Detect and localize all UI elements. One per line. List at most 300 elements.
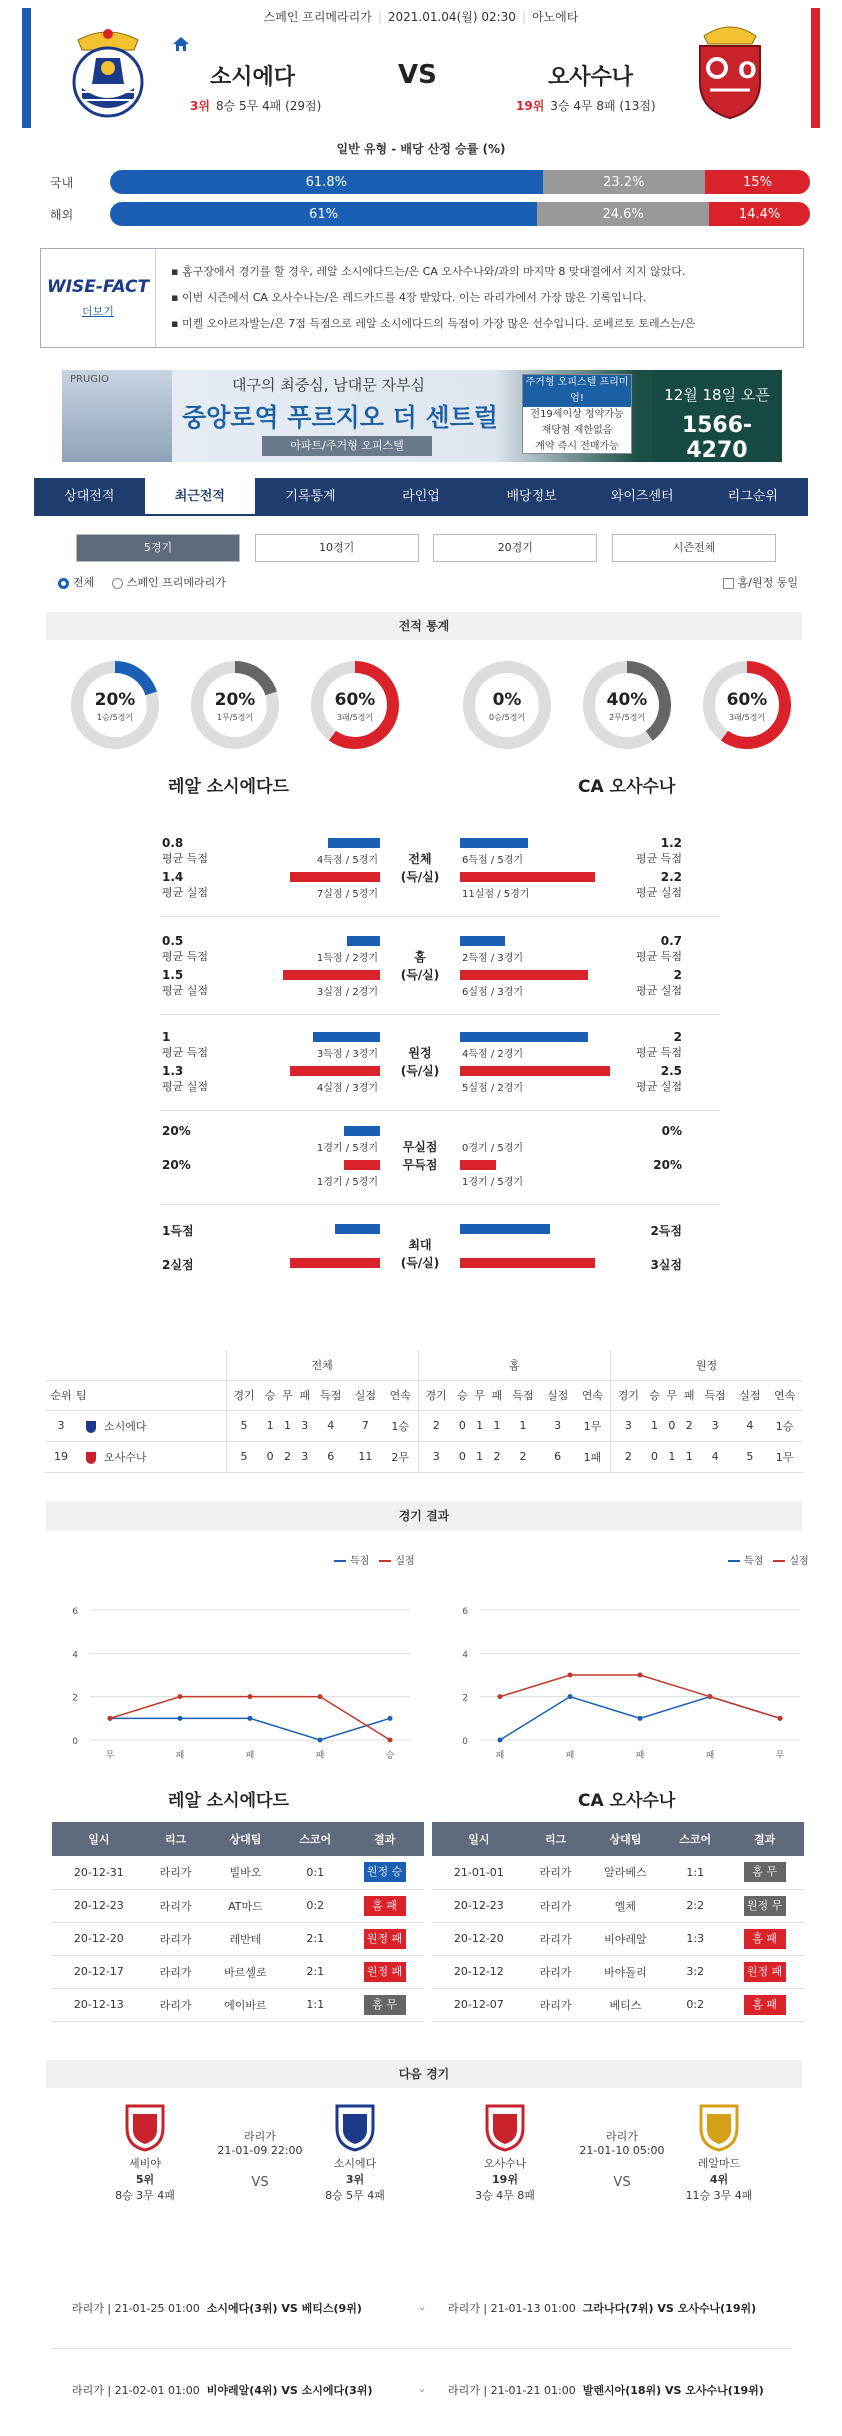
prob-loss: 14.4%: [709, 202, 810, 226]
chart-legend-left: 득점 실점: [330, 1552, 415, 1567]
right-bar: [460, 838, 528, 848]
left-bar-caption: 1득점 / 2경기: [316, 953, 378, 964]
comparison-label-top: 무실점: [402, 1140, 438, 1154]
result-cell: 0:2: [665, 1988, 725, 2021]
stat-cell: 2: [488, 1441, 505, 1472]
group-home: 홈: [418, 1350, 610, 1380]
right-team-results-title: CA 오사수나: [578, 1791, 676, 1811]
section-title-next: 다음 경기: [46, 2060, 802, 2088]
prob-bar: [110, 202, 810, 226]
result-cell: 1:1: [665, 1856, 725, 1889]
result-badge-cell: [725, 1922, 804, 1955]
divider: [160, 916, 720, 917]
next-match-info: [190, 2128, 330, 2190]
result-cell: 레반테: [206, 1922, 286, 1955]
data-point: [778, 1716, 783, 1721]
col-header: 득점: [313, 1380, 348, 1410]
wise-fact-item: ▪ 미켈 오야르자발는/은 7점 득점으로 레알 소시에다드의 득점이 가장 많은 선수입니다. 로베르토 토레스는/은: [171, 317, 696, 330]
donut-chart: [582, 660, 672, 750]
result-cell: 라리가: [526, 1856, 586, 1889]
group-overall: 전체: [226, 1350, 418, 1380]
section-title-results: 경기 결과: [46, 1502, 802, 1530]
donut-chart: [310, 660, 400, 750]
left-value: 1.5: [162, 968, 184, 982]
left-value: 0.5: [162, 934, 184, 948]
data-point: [108, 1716, 113, 1721]
team-cell[interactable]: [76, 1441, 226, 1472]
section-tabs: [34, 478, 808, 516]
results-header-cell: 결과: [345, 1822, 424, 1856]
result-cell: 21-01-01: [432, 1856, 526, 1889]
stat-cell: 0: [454, 1410, 471, 1441]
right-label: 평균 득점: [635, 1046, 682, 1059]
stat-cell: 11: [348, 1441, 383, 1472]
wise-fact-title: WISE-FACT: [46, 277, 150, 297]
stat-cell: 1: [471, 1410, 488, 1441]
next-match-info: [550, 2128, 694, 2190]
tab-head-to-head[interactable]: 상대전적: [64, 489, 115, 504]
wise-fact-item: ▪ 홈구장에서 경기를 할 경우, 레알 소시에다드는/은 CA 오사수나와/과의 마지막 8 맞대결에서 지지 않았다.: [171, 265, 686, 278]
data-point: [178, 1694, 183, 1699]
left-value: 1: [162, 1030, 171, 1044]
x-tick-label: 무: [775, 1751, 785, 1761]
prob-row-overseas: [50, 202, 810, 226]
data-point: [638, 1673, 643, 1678]
donut-caption: 1승/5경기: [96, 713, 134, 722]
left-value: 2실점: [162, 1258, 194, 1272]
comparison-label-top: 전체: [408, 852, 432, 866]
right-label: 평균 득점: [635, 950, 682, 963]
result-cell: 20-12-12: [432, 1955, 526, 1988]
stat-cell: 1무: [767, 1441, 802, 1472]
chevron-down-icon[interactable]: ⌄: [418, 2302, 427, 2313]
standings-group-row: [46, 1350, 802, 1380]
x-tick-label: 패: [495, 1751, 505, 1761]
result-cell: AT마드: [206, 1889, 286, 1922]
result-badge: 원정 패: [364, 1929, 406, 1949]
result-badge: 원정 무: [744, 1896, 786, 1916]
result-cell: 20-12-23: [52, 1889, 146, 1922]
right-value: 3실점: [650, 1258, 682, 1272]
match-info: 스페인 프리메라리가 | 2021.01.04(월) 02:30 | 아노에타: [263, 10, 579, 24]
prob-loss: 15%: [705, 170, 810, 194]
tab-stats[interactable]: 기록통계: [285, 489, 336, 504]
team-rank: 3: [46, 1410, 76, 1441]
y-tick-label: 0: [462, 1737, 468, 1747]
table-row: [52, 1922, 424, 1955]
left-bar: [290, 1258, 380, 1268]
result-cell: 20-12-07: [432, 1988, 526, 2021]
result-cell: 2:1: [285, 1922, 345, 1955]
prob-win: 61%: [110, 202, 537, 226]
team-rank: 4위: [709, 2173, 729, 2186]
stat-cell: 1패: [575, 1441, 610, 1472]
result-cell: 라리가: [146, 1955, 206, 1988]
stat-cell: 2: [279, 1441, 296, 1472]
result-badge: 홈 패: [744, 1929, 786, 1949]
result-badge-cell: [345, 1988, 424, 2021]
vs-label: VS: [613, 2175, 631, 2190]
right-bar-caption: 5실점 / 2경기: [462, 1083, 524, 1094]
team-record: 8승 5무 4패: [325, 2189, 385, 2202]
right-value: 2.2: [660, 870, 682, 884]
venue: 아노에타: [531, 10, 579, 24]
team-rank: 5위: [135, 2173, 155, 2186]
stat-cell: 6: [313, 1441, 348, 1472]
chevron-down-icon[interactable]: ⌄: [418, 2384, 427, 2395]
team-crest-icon: [86, 1452, 96, 1464]
table-row: [46, 1410, 802, 1441]
results-header-cell: 상대팀: [206, 1822, 286, 1856]
checkbox-icon: [723, 578, 734, 589]
right-label: 평균 실점: [635, 1080, 682, 1093]
donut-caption: 3패/5경기: [728, 713, 766, 722]
stat-cell: 3: [296, 1410, 313, 1441]
stat-cell: 1무: [575, 1410, 610, 1441]
stat-cell: 6: [540, 1441, 575, 1472]
left-bar: [290, 872, 380, 882]
upcoming-match[interactable]: [72, 2300, 362, 2316]
table-row: [52, 1988, 424, 2021]
away-color-bar: [811, 8, 820, 128]
table-row: [432, 1889, 804, 1922]
result-badge-cell: [725, 1856, 804, 1889]
stat-cell: 1승: [383, 1410, 418, 1441]
stat-cell: 2: [681, 1410, 698, 1441]
donut-caption: 3패/5경기: [336, 713, 374, 722]
col-header: 패: [488, 1380, 505, 1410]
result-cell: 라리가: [526, 1955, 586, 1988]
ad-brand: PRUGIO: [70, 374, 109, 385]
stat-cell: 3: [610, 1410, 645, 1441]
right-bar-caption: 0경기 / 5경기: [462, 1143, 524, 1154]
ad-feature: 주거형 오피스텔 프리미엄!: [523, 375, 631, 407]
comparison-label: [390, 1236, 450, 1272]
col-header: 무: [663, 1380, 680, 1410]
left-bar: [335, 1224, 380, 1234]
col-header: 실점: [348, 1380, 383, 1410]
result-badge-cell: [345, 1856, 424, 1889]
wise-fact-more-link[interactable]: 더보기: [82, 305, 114, 318]
table-row: [52, 1856, 424, 1889]
result-cell: 바야돌리: [586, 1955, 666, 1988]
result-cell: 20-12-20: [432, 1922, 526, 1955]
tab-league-table[interactable]: 리그순위: [727, 489, 778, 504]
team-name: 소시에다: [333, 2157, 377, 2170]
result-badge-cell: [345, 1922, 424, 1955]
stat-cell: 3: [418, 1441, 453, 1472]
right-value: 0%: [661, 1124, 682, 1138]
prob-draw: 24.6%: [537, 202, 709, 226]
radio-all[interactable]: 전체: [58, 576, 94, 589]
left-value: 1득점: [162, 1224, 194, 1238]
team-name: 소시에다: [104, 1419, 147, 1433]
divider: [160, 1110, 720, 1111]
data-point: [568, 1673, 573, 1678]
table-row: [432, 1856, 804, 1889]
team-name: 세비야: [129, 2157, 161, 2170]
stat-cell: 0: [646, 1441, 663, 1472]
left-results-table: [52, 1822, 424, 2022]
stat-cell: 1: [279, 1410, 296, 1441]
donut-caption: 1무/5경기: [216, 713, 254, 722]
result-cell: 바르셀로: [206, 1955, 286, 1988]
comparison-label-bottom: (득/실): [400, 968, 440, 982]
stat-cell: 1: [681, 1441, 698, 1472]
x-tick-label: 패: [705, 1751, 715, 1761]
result-cell: 라리가: [526, 1988, 586, 2021]
data-point: [708, 1694, 713, 1699]
x-tick-label: 패: [175, 1751, 185, 1761]
result-cell: 라리가: [526, 1889, 586, 1922]
filter-10-games[interactable]: 10경기: [255, 534, 419, 562]
team-name: 오사수나: [483, 2157, 527, 2170]
left-label: 평균 실점: [162, 984, 209, 997]
radio-primera[interactable]: 스페인 프리메라리가: [112, 576, 226, 589]
team-name: 레알마드: [697, 2157, 741, 2170]
stat-cell: 3: [540, 1410, 575, 1441]
results-header-cell: 스코어: [285, 1822, 345, 1856]
col-header: 패: [681, 1380, 698, 1410]
stat-cell: 2: [610, 1441, 645, 1472]
team-rank: 3위: [345, 2173, 365, 2186]
upcoming-match[interactable]: [448, 2382, 764, 2398]
x-tick-label: 패: [635, 1751, 645, 1761]
home-record-text: 8승 5무 4패 (29점): [215, 99, 322, 113]
ad-phone: 1566-4270: [681, 413, 753, 462]
result-cell: 라리가: [146, 1889, 206, 1922]
upcoming-match[interactable]: [72, 2382, 373, 2398]
ad-open-date: 12월 18일 오픈: [664, 386, 770, 404]
result-badge: 홈 패: [364, 1896, 406, 1916]
away-record-text: 3승 4무 8패 (13점): [550, 99, 656, 113]
wise-fact-list: [171, 259, 793, 337]
col-header: 연속: [383, 1380, 418, 1410]
x-tick-label: 패: [315, 1751, 325, 1761]
left-team-results-title: 레알 소시에다드: [168, 1791, 289, 1811]
comparison-label-bottom: (득/실): [400, 1256, 440, 1270]
next-datetime: 21-01-09 22:00: [217, 2144, 303, 2157]
next-team-home[interactable]: [460, 2100, 550, 2203]
result-badge-cell: [725, 1889, 804, 1922]
left-team-full-name: 레알 소시에다드: [168, 777, 289, 797]
away-rank: 19위: [516, 99, 545, 113]
stat-cell: 1: [646, 1410, 663, 1441]
ad-feature: 재당첨 제한없음: [541, 425, 613, 436]
stat-cell: 3: [296, 1441, 313, 1472]
stat-cell: 7: [348, 1410, 383, 1441]
donut-value: 0%: [492, 690, 522, 710]
svg-text:O: O: [738, 59, 757, 84]
upcoming-teams: 비야레알(4위) VS 소시에다(3위): [206, 2384, 373, 2397]
team-crest-icon: [100, 2100, 190, 2155]
result-cell: 라리가: [146, 1922, 206, 1955]
result-cell: 0:1: [285, 1856, 345, 1889]
right-value: 1.2: [660, 836, 682, 850]
filter-season[interactable]: 시즌전체: [612, 534, 776, 562]
table-row: [46, 1441, 802, 1472]
col-header: 실점: [733, 1380, 768, 1410]
same-venue-checkbox[interactable]: 홈/원정 동일: [723, 574, 798, 590]
table-row: [52, 1955, 424, 1988]
result-cell: 라리가: [146, 1856, 206, 1889]
tab-recent-form[interactable]: 최근전적: [145, 478, 256, 516]
stat-cell: 5: [733, 1441, 768, 1472]
team-crest-icon: [86, 1421, 96, 1433]
left-value: 20%: [162, 1158, 191, 1172]
competition-filter: [58, 574, 240, 590]
data-point: [568, 1694, 573, 1699]
data-point: [248, 1716, 253, 1721]
result-cell: 20-12-31: [52, 1856, 146, 1889]
x-tick-label: 패: [565, 1751, 575, 1761]
data-point: [318, 1694, 323, 1699]
result-badge: 원정 승: [364, 1862, 406, 1882]
right-team-full-name: CA 오사수나: [578, 777, 676, 797]
x-tick-label: 무: [105, 1751, 115, 1761]
result-cell: 비야레알: [586, 1922, 666, 1955]
table-row: [432, 1922, 804, 1955]
comparison-label-bottom: (득/실): [400, 870, 440, 884]
upcoming-teams: 그라나다(7위) VS 오사수나(19위): [582, 2302, 757, 2315]
donut-value: 20%: [94, 690, 136, 710]
donut-caption: 0승/5경기: [488, 713, 526, 722]
left-bar-caption: 7실점 / 5경기: [316, 889, 378, 900]
ad-feature: 전19세이상 청약가능: [530, 409, 624, 420]
y-tick-label: 0: [72, 1737, 78, 1747]
away-record: [516, 97, 656, 114]
team-rank: 19: [46, 1441, 76, 1472]
left-value: 0.8: [162, 836, 184, 850]
left-value: 1.4: [162, 870, 184, 884]
match-datetime: 2021.01.04(월) 02:30: [387, 10, 516, 24]
stat-cell: 4: [313, 1410, 348, 1441]
prob-bar: [110, 170, 810, 194]
upcoming-teams: 발렌시아(18위) VS 오사수나(19위): [582, 2384, 764, 2397]
results-header-cell: 스코어: [665, 1822, 725, 1856]
y-tick-label: 4: [72, 1650, 78, 1661]
home-icon[interactable]: [172, 36, 190, 52]
home-color-bar: [22, 8, 31, 128]
stat-cell: 4: [698, 1441, 733, 1472]
stat-cell: 0: [454, 1441, 471, 1472]
data-point: [248, 1694, 253, 1699]
right-bar-caption: 6득점 / 5경기: [462, 855, 524, 866]
upcoming-meta: 라리가 | 21-01-25 01:00: [72, 2302, 200, 2315]
right-bar: [460, 1224, 550, 1234]
real-sociedad-logo: [68, 18, 148, 120]
stat-cell: 1: [488, 1410, 505, 1441]
comparison-label: [390, 948, 450, 984]
result-cell: 1:1: [285, 1988, 345, 2021]
results-header-cell: 결과: [725, 1822, 804, 1856]
stat-cell: 1: [663, 1441, 680, 1472]
result-badge: 원정 패: [744, 1962, 786, 1982]
standings-header-row: [46, 1380, 802, 1410]
left-value: 20%: [162, 1124, 191, 1138]
y-tick-label: 6: [72, 1607, 78, 1617]
home-rank: 3위: [190, 99, 210, 113]
divider: [160, 1204, 720, 1205]
standings-table: [46, 1350, 802, 1473]
left-label: 평균 득점: [162, 852, 209, 865]
right-bar: [460, 1032, 588, 1042]
stat-cell: 0: [663, 1410, 680, 1441]
results-header-row: [432, 1822, 804, 1856]
team-crest-icon: [460, 2100, 550, 2155]
right-label: 평균 득점: [635, 852, 682, 865]
left-bar-caption: 4득점 / 5경기: [316, 855, 378, 866]
next-team-home[interactable]: [100, 2100, 190, 2203]
right-bar-caption: 11실점 / 5경기: [462, 889, 530, 900]
left-bar: [328, 838, 381, 848]
results-header-row: [52, 1822, 424, 1856]
wise-fact-brand: [41, 249, 156, 347]
right-bar-caption: 1경기 / 5경기: [462, 1177, 524, 1188]
comparison-label-bottom: (득/실): [400, 1064, 440, 1078]
col-header: 승: [646, 1380, 663, 1410]
stat-cell: 2무: [383, 1441, 418, 1472]
games-filter: [76, 534, 776, 562]
prob-win: 61.8%: [110, 170, 543, 194]
team-record: 8승 3무 4패: [115, 2189, 175, 2202]
right-value: 2: [673, 1030, 682, 1044]
left-bar-caption: 3득점 / 3경기: [316, 1049, 378, 1060]
right-value: 2.5: [660, 1064, 682, 1078]
vs-label: VS: [398, 60, 437, 90]
stat-cell: 0: [261, 1441, 278, 1472]
filter-5-games[interactable]: 5경기: [76, 534, 240, 562]
osasuna-logo: [690, 18, 770, 120]
team-cell[interactable]: [76, 1410, 226, 1441]
tab-wise-center[interactable]: 와이즈센터: [610, 489, 674, 504]
left-bar-caption: 4실점 / 3경기: [316, 1083, 378, 1094]
result-cell: 20-12-13: [52, 1988, 146, 2021]
tab-odds[interactable]: 배당정보: [506, 489, 557, 504]
advertisement-banner[interactable]: [62, 370, 782, 462]
col-rank: 순위: [46, 1380, 76, 1410]
right-bar: [460, 970, 588, 980]
donut-value: 40%: [606, 690, 648, 710]
right-team-score-chart: [450, 1590, 810, 1780]
prob-row-domestic: [50, 170, 810, 194]
left-bar-caption: 1경기 / 5경기: [316, 1143, 378, 1154]
donut-value: 60%: [334, 690, 376, 710]
prob-draw: 23.2%: [543, 170, 705, 194]
ad-feature-box: [522, 374, 632, 454]
wise-fact-box: [40, 248, 804, 348]
filter-20-games[interactable]: 20경기: [433, 534, 597, 562]
prob-label: 국내: [50, 175, 74, 190]
col-header: 득점: [698, 1380, 733, 1410]
donut-chart: [462, 660, 552, 750]
donut-value: 60%: [726, 690, 768, 710]
left-bar-caption: 3실점 / 2경기: [316, 987, 378, 998]
ad-headline: 중앙로역 푸르지오 더 센트럴: [182, 403, 498, 432]
ad-subline: 아파트/주거형 오피스텔: [262, 436, 432, 456]
result-badge: 홈 무: [364, 1995, 406, 2015]
col-team: 팀: [76, 1380, 226, 1410]
stat-cell: 2: [506, 1441, 541, 1472]
tab-lineup[interactable]: 라인업: [402, 489, 440, 504]
data-point: [318, 1738, 323, 1743]
upcoming-match[interactable]: [448, 2300, 756, 2316]
result-cell: 3:2: [665, 1955, 725, 1988]
result-cell: 20-12-23: [432, 1889, 526, 1922]
result-cell: 20-12-20: [52, 1922, 146, 1955]
col-header: 연속: [767, 1380, 802, 1410]
result-cell: 2:1: [285, 1955, 345, 1988]
